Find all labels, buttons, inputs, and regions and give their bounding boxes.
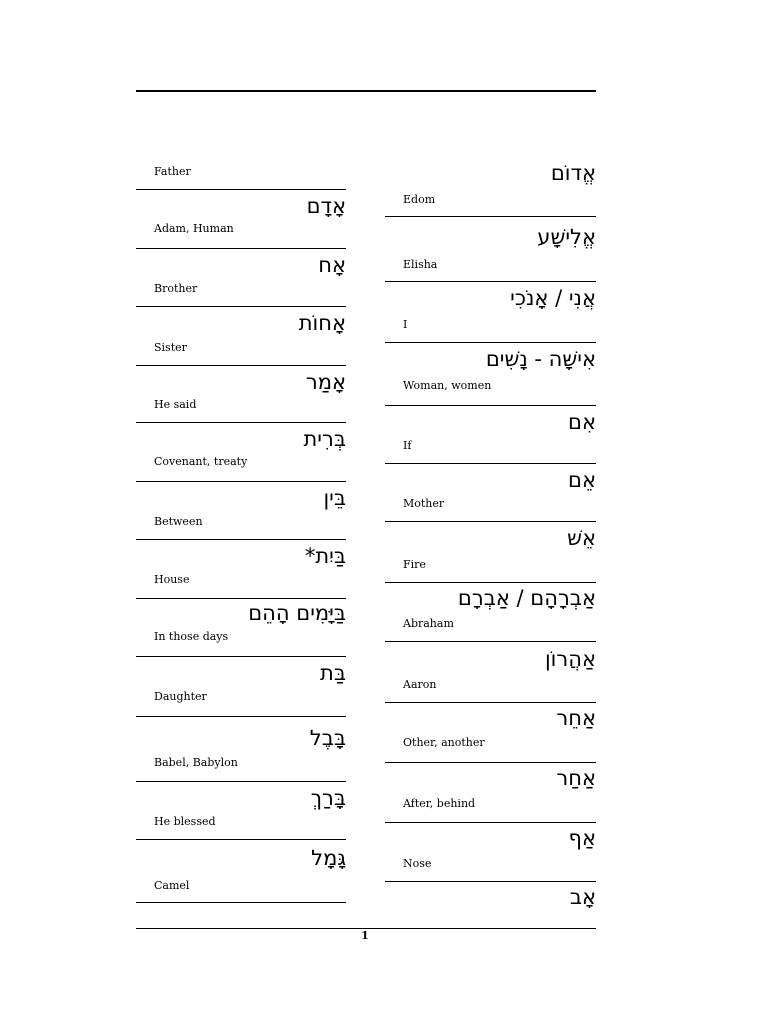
vocab-hebrew: בֵּין	[323, 486, 346, 510]
entry-divider	[385, 822, 596, 823]
vocab-hebrew: אַחֵר	[556, 706, 596, 730]
vocab-hebrew: אִם	[568, 410, 596, 434]
vocab-hebrew: אֵם	[568, 468, 596, 492]
entry-divider	[385, 342, 596, 343]
vocab-english: If	[403, 439, 412, 452]
entry-divider	[385, 702, 596, 703]
entry-divider	[136, 248, 346, 249]
entry-divider	[385, 463, 596, 464]
vocab-english: In those days	[154, 630, 229, 643]
vocab-hebrew: בַּת	[320, 661, 346, 685]
vocab-english: Camel	[154, 879, 190, 892]
vocab-english: Mother	[403, 497, 445, 510]
vocab-hebrew: אִישָּׁה - נָשִׁים	[485, 347, 596, 371]
vocab-english: Other, another	[403, 736, 485, 749]
entry-divider	[385, 405, 596, 406]
page-number: 1	[361, 929, 369, 942]
vocab-english: Between	[154, 515, 203, 528]
vocab-english: Father	[154, 165, 191, 178]
entry-divider	[385, 216, 596, 217]
entry-divider	[136, 598, 346, 599]
vocab-english: Sister	[154, 341, 187, 354]
vocab-english: Adam, Human	[154, 222, 234, 235]
page-top-rule	[136, 90, 596, 92]
vocab-hebrew: בַּיִת*	[304, 544, 346, 568]
vocab-english: I	[403, 318, 408, 331]
vocab-english: He blessed	[154, 815, 216, 828]
vocab-hebrew: בַּיָּמִים הָהֵם	[248, 601, 346, 625]
entry-divider	[136, 189, 346, 190]
vocab-hebrew: אֲנִי / אָנֹכִי	[510, 286, 596, 310]
vocab-hebrew: אָחוֹת	[298, 311, 346, 335]
entry-divider	[136, 422, 346, 423]
vocab-hebrew: אֱלִישָׁע	[537, 225, 596, 249]
entry-divider	[385, 641, 596, 642]
vocab-english: Aaron	[403, 678, 437, 691]
entry-divider	[136, 306, 346, 307]
vocab-hebrew: אֱדוֹם	[550, 161, 596, 185]
vocab-hebrew: גָּמָל	[311, 846, 346, 870]
entry-divider	[136, 481, 346, 482]
vocab-english: House	[154, 573, 190, 586]
entry-divider	[136, 539, 346, 540]
entry-divider	[136, 839, 346, 840]
entry-divider	[136, 781, 346, 782]
vocab-english: Woman, women	[403, 379, 492, 392]
entry-divider	[385, 521, 596, 522]
vocab-english: Abraham	[403, 617, 454, 630]
vocab-english: Brother	[154, 282, 198, 295]
vocab-english: Fire	[403, 558, 426, 571]
entry-divider	[136, 656, 346, 657]
vocab-hebrew: אָב	[569, 885, 596, 909]
entry-divider	[385, 582, 596, 583]
vocab-english: Covenant, treaty	[154, 455, 248, 468]
entry-divider	[136, 365, 346, 366]
vocab-english: He said	[154, 398, 197, 411]
vocab-hebrew: אֵשׁ	[567, 526, 596, 550]
vocab-english: Edom	[403, 193, 436, 206]
vocab-hebrew: בְּרִית	[303, 427, 346, 451]
vocab-english: Babel, Babylon	[154, 756, 238, 769]
vocab-hebrew: אָמַר	[305, 370, 346, 394]
vocab-hebrew: אַחַר	[556, 766, 596, 790]
vocab-hebrew: אָדָם	[306, 194, 346, 218]
vocab-hebrew: בָּבֶל	[309, 726, 346, 750]
entry-divider	[385, 881, 596, 882]
vocab-hebrew: אַהֲרוֹן	[544, 647, 596, 671]
vocab-hebrew: אַבְרָהָם / אַבְרָם	[457, 586, 596, 610]
entry-divider	[136, 902, 346, 903]
vocab-hebrew: אַף	[568, 826, 596, 850]
entry-divider	[385, 281, 596, 282]
vocab-english: Elisha	[403, 258, 438, 271]
vocab-english: Daughter	[154, 690, 207, 703]
entry-divider	[136, 716, 346, 717]
vocab-english: After, behind	[403, 797, 476, 810]
vocab-hebrew: בָּרַךְ	[310, 786, 346, 810]
vocab-hebrew: אָח	[318, 253, 346, 277]
vocab-english: Nose	[403, 857, 432, 870]
entry-divider	[385, 762, 596, 763]
